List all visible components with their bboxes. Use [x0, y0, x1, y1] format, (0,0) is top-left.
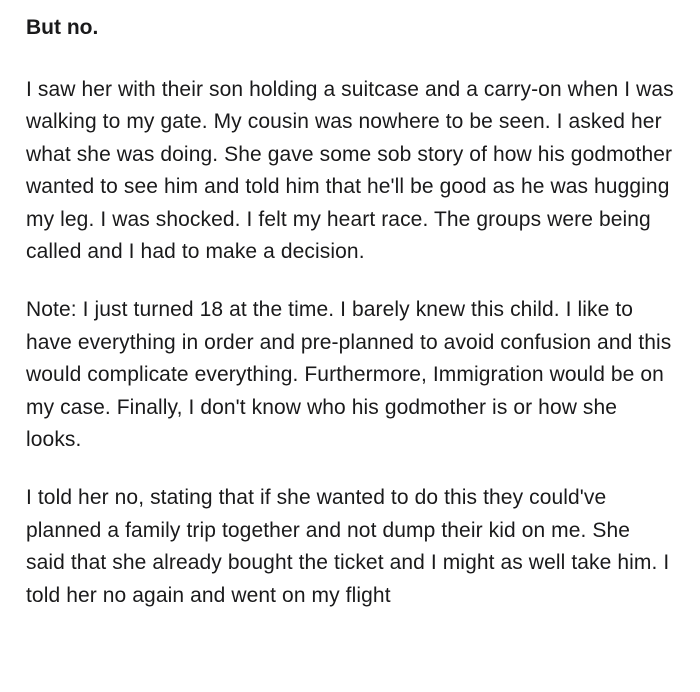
paragraph-gate-encounter: I saw her with their son holding a suitcase and a carry-on when I was walking to my gate. My cousin was nowhere to be seen. I asked her what she was doing. She gave some sob story of how his godmother wanted to see him and told him that he'll be good as he was hugging my leg. I was shocked. I felt my heart race. The groups were being called and I had to make a decision.: [26, 78, 674, 264]
post-heading: But no.: [26, 16, 99, 39]
paragraph-refusal: I told her no, stating that if she wanted to do this they could've planned a family trip together and not dump their kid on me. She said that she already bought the ticket and I might as well take him. I told her no again and went on my flight: [26, 486, 670, 607]
paragraph-note: Note: I just turned 18 at the time. I barely knew this child. I like to have everything in order and pre-planned to avoid confusion and this would complicate everything. Furthermore, Immigration would be on my case. Finally, I don't know who his godmother is or how she looks.: [26, 298, 672, 452]
